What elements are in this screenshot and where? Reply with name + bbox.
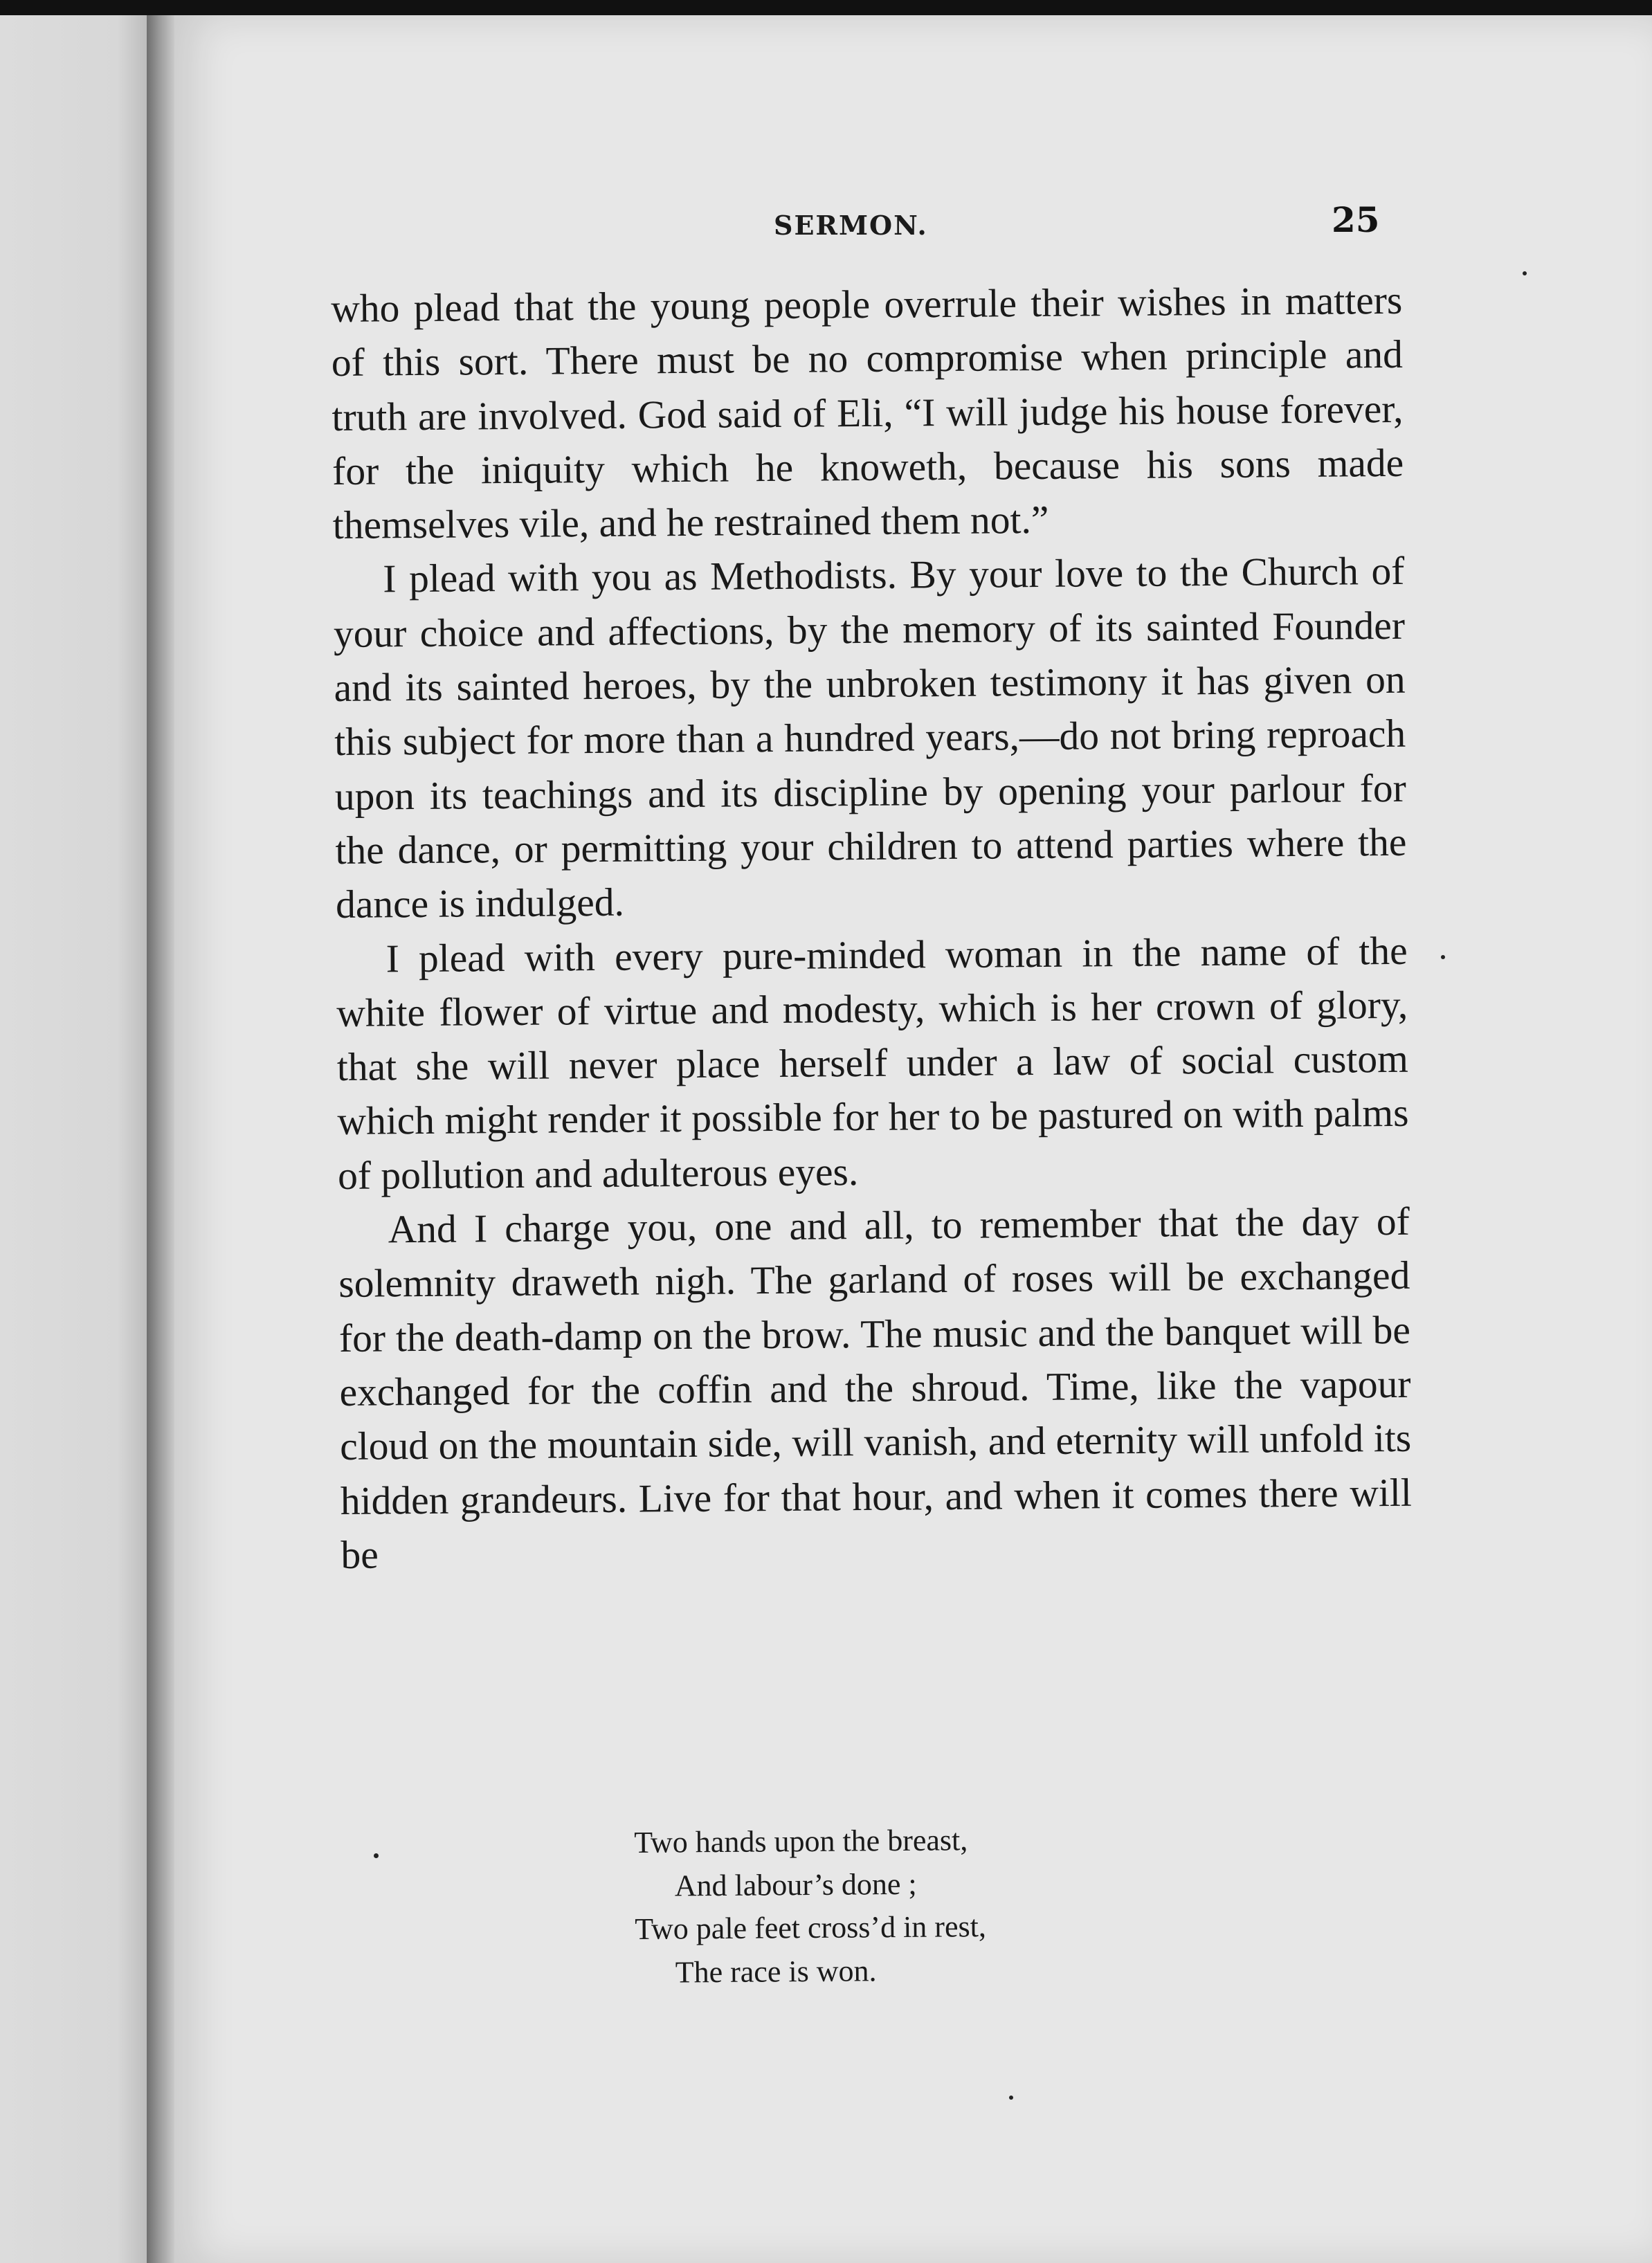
spine-shadow: [147, 15, 174, 2263]
poem-line-3: Two pale feet cross’d in rest,: [635, 1909, 987, 1946]
poem-stanza: [634, 1819, 987, 1994]
running-head: SERMON.: [774, 210, 928, 241]
scan-speck: [1523, 271, 1527, 275]
scan-speck: [1009, 2096, 1013, 2100]
paragraph-2: I plead with you as Methodists. By your love to the Church of your choice and affections, by the memory of its sainted Founder and its sainted heroes, by the unbroken testimony it has given on this subject for more than a hundred years,—do not bring reproach upon its teachings and its discipline by opening your parlour for the dance, or permitting your children to attend parties where the dance is indulged.: [333, 549, 1407, 927]
poem-line-1: Two hands upon the breast,: [634, 1823, 968, 1860]
page-number: 25: [1332, 199, 1380, 240]
book-binding: [0, 15, 147, 2263]
body-text: [331, 274, 1413, 1583]
paragraph-3: I plead with every pure-minded woman in the name of the white flower of virtue and modesty, which is her crown of glory, that she will never place herself under a law of social custom which might render it possible for her to be pastured on with palms of pollution and adulterous eyes.: [336, 929, 1409, 1198]
scan-speck: [374, 1853, 379, 1858]
scan-speck: [1441, 955, 1445, 959]
paragraph-4: And I charge you, one and all, to remember that the day of solemnity draweth nigh. The garland of roses will be exchanged for the death-damp on the brow. The music and the banquet will be exchanged for the coffin and the shroud. Time, like the vapour cloud on the mountain side, will vanish, and eternity will unfold its hidden grandeurs. Live for that hour, and when it comes there will be: [338, 1199, 1413, 1577]
poem-line-4: The race is won.: [675, 1953, 877, 1990]
poem-line-2: And labour’s done ;: [674, 1866, 917, 1903]
paragraph-1: who plead that the young people overrule their wishes in matters of this sort. There must be no compromise when principle and truth are involved. God said of Eli, “I will judge his house forever, for the iniquity which he knoweth, because his sons made themselves vile, and he restrained them not.”: [331, 278, 1404, 548]
